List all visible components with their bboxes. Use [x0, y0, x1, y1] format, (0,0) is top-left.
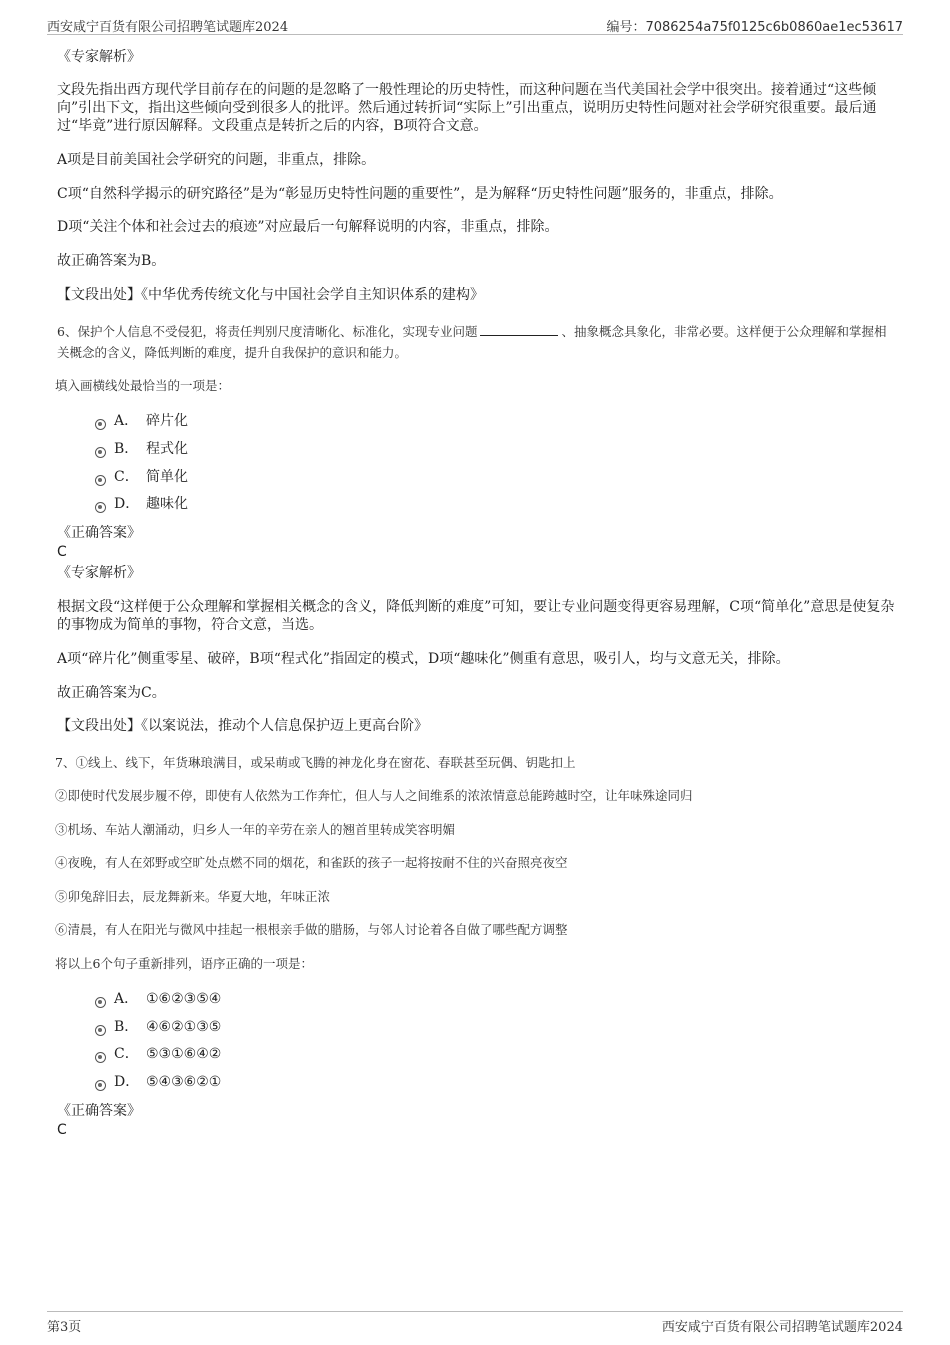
fill-blank [480, 323, 558, 336]
radio-icon[interactable] [95, 475, 106, 486]
header-doc-id: 编号：7086254a75f0125c6b0860ae1ec53617 [606, 20, 903, 35]
q6-answer: C [57, 544, 67, 560]
page-footer [47, 1311, 903, 1334]
q6-option-c[interactable] [95, 466, 188, 486]
source-text: 《中华优秀传统文化与中国社会学自主知识体系的建构》 [141, 287, 484, 303]
q5-conclusion: 故正确答案为B。 [57, 253, 166, 269]
q7-answer-title: 《正确答案》 [57, 1103, 141, 1119]
q5-source [57, 286, 484, 304]
option-text: 碎片化 [146, 413, 188, 429]
q7-option-b[interactable] [95, 1016, 221, 1036]
q6-option-b[interactable] [95, 438, 188, 458]
q6-prompt: 填入画横线处最恰当的一项是： [55, 378, 231, 393]
q5-expert-title: 《专家解析》 [57, 49, 141, 65]
option-text: 程式化 [146, 441, 188, 457]
source-label: 【文段出处】 [57, 287, 141, 303]
q6-option-a[interactable] [95, 410, 188, 430]
q5-option-a-analysis: A项是目前美国社会学研究的问题，非重点，排除。 [57, 152, 376, 168]
option-letter: D． [114, 496, 140, 512]
q6-answer-title: 《正确答案》 [57, 525, 141, 541]
q7-sentence-3: ③机场、车站人潮涌动，归乡人一年的辛劳在亲人的翘首里转成笑容明媚 [55, 822, 456, 837]
q6-option-d[interactable] [95, 493, 188, 513]
option-text: ⑤④③⑥②① [146, 1074, 222, 1090]
page-header [47, 12, 903, 35]
q5-option-d-analysis: D项“关注个体和社会过去的痕迹”对应最后一句解释说明的内容，非重点，排除。 [57, 219, 559, 235]
q5-option-c-analysis: C项“自然科学揭示的研究路径”是为“彰显历史特性问题的重要性”，是为解释“历史特性问题”服务的，非重点，排除。 [57, 186, 783, 202]
option-letter: A． [114, 991, 139, 1007]
radio-icon[interactable] [95, 419, 106, 430]
source-label: 【文段出处】 [57, 718, 141, 734]
q5-analysis-paragraph: 文段先指出西方现代学目前存在的问题的是忽略了一般性理论的历史特性，而这种问题在当代美国社会学中很突出。接着通过“这些倾向”引出下文，指出这些倾向受到很多人的批评。然后通过转折词“实际上”引出重点，说明历史特性问题对社会学研究很重要。最后通过“毕竟”进行原因解释。文段重点是转折之后的内容，B项符合文意。 [57, 82, 877, 134]
radio-icon[interactable] [95, 502, 106, 513]
q6-stem [57, 321, 897, 363]
radio-icon[interactable] [95, 997, 106, 1008]
q7-sentence-1: 7、①线上、线下，年货琳琅满目，或呆萌或飞腾的神龙化身在窗花、春联甚至玩偶、钥匙扣上 [55, 755, 576, 770]
q7-sentence-4: ④夜晚，有人在郊野或空旷处点燃不同的烟花，和雀跃的孩子一起将按耐不住的兴奋照亮夜空 [55, 855, 568, 870]
q7-option-c[interactable] [95, 1043, 221, 1063]
option-text: ⑤③①⑥④② [146, 1046, 222, 1062]
q6-other-options-analysis: A项“碎片化”侧重零星、破碎，B项“程式化”指固定的模式，D项“趣味化”侧重有意思，吸引人，均与文意无关，排除。 [57, 651, 790, 667]
option-letter: A． [114, 413, 139, 429]
q6-source [57, 717, 428, 735]
q6-analysis-paragraph: 根据文段“这样便于公众理解和掌握相关概念的含义，降低判断的难度”可知，要让专业问题变得更容易理解，C项“简单化”意思是使复杂的事物成为简单的事物，符合文意，当选。 [57, 599, 895, 633]
footer-title: 西安咸宁百货有限公司招聘笔试题库2024 [661, 1320, 903, 1335]
radio-icon[interactable] [95, 1052, 106, 1063]
q7-answer: C [57, 1122, 67, 1138]
source-text: 《以案说法，推动个人信息保护迈上更高台阶》 [141, 718, 428, 734]
radio-icon[interactable] [95, 1025, 106, 1036]
option-text: ④⑥②①③⑤ [146, 1019, 222, 1035]
option-text: 简单化 [146, 469, 188, 485]
q6-stem-part2: 、抽象概念具象化，非常必要。这样便于公众理解和掌握相关概念的含义，降低判断的难度，提升自我保护的意识和能力。 [57, 324, 887, 360]
option-letter: D． [114, 1074, 140, 1090]
option-letter: B． [114, 1019, 139, 1035]
q7-sentence-5: ⑤卯兔辞旧去，辰龙舞新来。华夏大地，年味正浓 [55, 889, 331, 904]
q7-option-a[interactable] [95, 988, 221, 1008]
q6-stem-part1: 6、保护个人信息不受侵犯，将责任判别尺度清晰化、标准化，实现专业问题 [57, 324, 478, 339]
option-text: 趣味化 [146, 496, 188, 512]
q6-conclusion: 故正确答案为C。 [57, 685, 166, 701]
q7-prompt: 将以上6个句子重新排列，语序正确的一项是： [55, 956, 313, 971]
q7-sentence-2: ②即使时代发展步履不停，即使有人依然为工作奔忙，但人与人之间维系的浓浓情意总能跨越时空，让年味殊途同归 [55, 788, 693, 803]
q7-sentence-6: ⑥清晨，有人在阳光与微风中挂起一根根亲手做的腊肠，与邻人讨论着各自做了哪些配方调整 [55, 922, 568, 937]
q7-option-d[interactable] [95, 1071, 221, 1091]
option-letter: B． [114, 441, 139, 457]
q6-expert-title: 《专家解析》 [57, 565, 141, 581]
option-letter: C． [114, 469, 139, 485]
option-text: ①⑥②③⑤④ [146, 991, 222, 1007]
header-title: 西安咸宁百货有限公司招聘笔试题库2024 [47, 20, 289, 35]
radio-icon[interactable] [95, 1080, 106, 1091]
option-letter: C． [114, 1046, 139, 1062]
page-number: 第3页 [47, 1320, 82, 1335]
radio-icon[interactable] [95, 447, 106, 458]
